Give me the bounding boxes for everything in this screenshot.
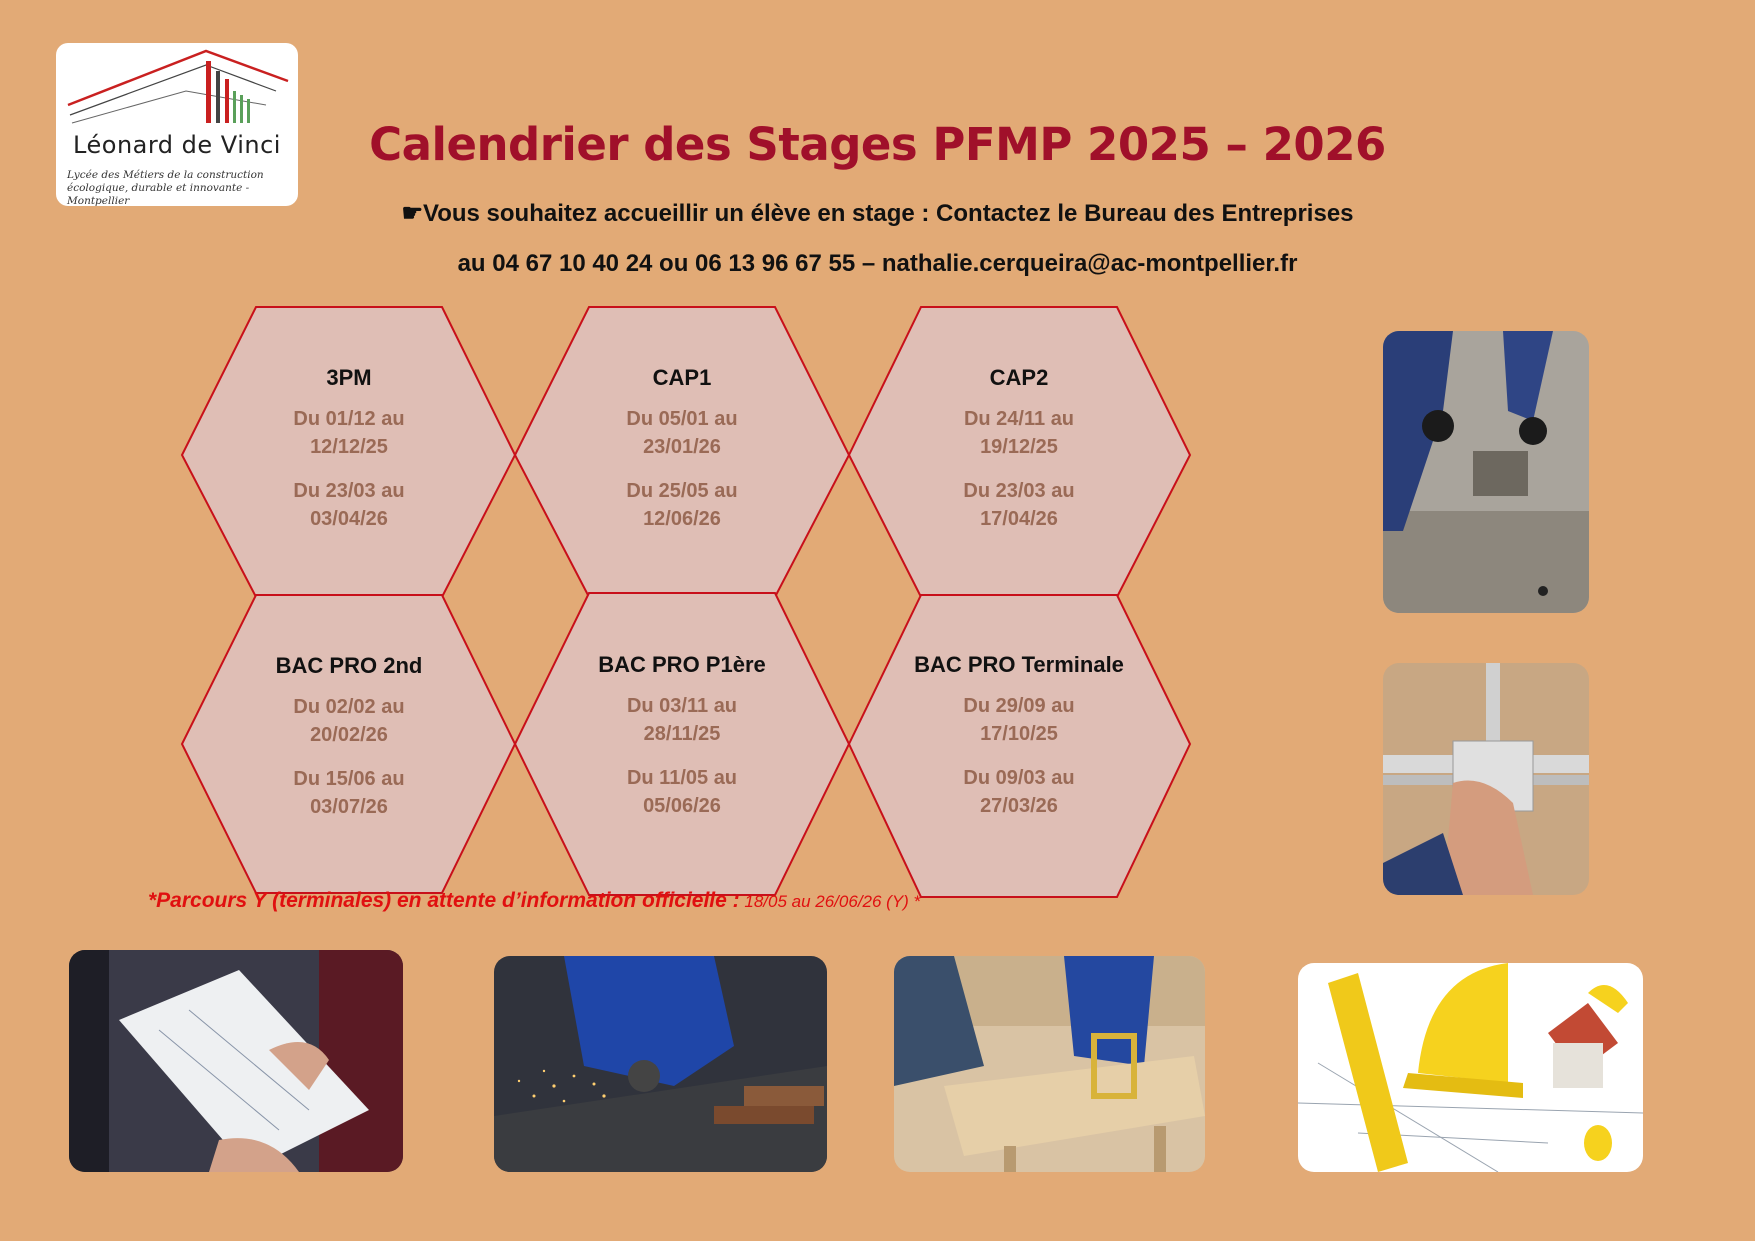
metal-grinding-photo — [494, 956, 827, 1172]
period-start: Du 15/06 au — [293, 768, 405, 790]
period-end: 03/07/26 — [310, 796, 388, 818]
period-start: Du 29/09 au — [963, 695, 1075, 717]
period-end: 03/04/26 — [310, 508, 388, 530]
stage-period-2 — [869, 764, 1169, 820]
stage-period-1 — [199, 693, 499, 749]
logo-name: Léonard de Vinci — [73, 131, 281, 159]
stage-period-1 — [532, 405, 832, 461]
concrete-drilling-photo — [1383, 331, 1589, 613]
construction-tools-illustration — [1298, 963, 1643, 1172]
stage-card-bac-pro-2nd — [199, 653, 499, 837]
period-end: 20/02/26 — [310, 724, 388, 746]
stage-period-2 — [199, 477, 499, 533]
period-end: 27/03/26 — [980, 795, 1058, 817]
period-start: Du 11/05 au — [626, 767, 738, 789]
period-start: Du 01/12 au — [293, 408, 405, 430]
period-end: 19/12/25 — [980, 436, 1058, 458]
footnote-text: *Parcours Y (terminales) en attente d’information officielle : — [148, 889, 740, 912]
stage-card-cap2 — [869, 365, 1169, 549]
contact-line-2: au 04 67 10 40 24 ou 06 13 96 67 55 – nathalie.cerqueira@ac-montpellier.fr — [457, 250, 1298, 277]
contact-line-1-text: Vous souhaitez accueillir un élève en stage : Contactez le Bureau des Entreprises — [422, 200, 1354, 227]
stage-card-bac-pro-1ere — [532, 652, 832, 836]
period-start: Du 02/02 au — [293, 696, 405, 718]
period-end: 12/06/26 — [643, 508, 721, 530]
stage-level: BAC PRO 2nd — [275, 653, 423, 678]
period-end: 17/04/26 — [980, 508, 1058, 530]
stage-period-1 — [869, 405, 1169, 461]
stage-card-cap1 — [532, 365, 832, 549]
logo-tagline-line-2: écologique, durable et innovante - Montpellier — [67, 182, 250, 207]
stage-period-2 — [532, 764, 832, 820]
pointing-hand-icon: ☛ — [401, 200, 423, 227]
stage-period-1 — [199, 405, 499, 461]
stage-level: CAP1 — [652, 365, 712, 390]
logo-tagline-line-1: Lycée des Métiers de la construction — [67, 169, 264, 181]
stage-level: 3PM — [326, 365, 372, 390]
period-start: Du 05/01 au — [626, 408, 738, 430]
stage-period-1 — [532, 692, 832, 748]
period-end: 05/06/26 — [643, 795, 721, 817]
stage-card-bac-pro-terminale — [869, 652, 1169, 836]
stage-card-3pm — [199, 365, 499, 549]
period-end: 12/12/25 — [310, 436, 388, 458]
stage-period-2 — [869, 477, 1169, 533]
stage-period-1 — [869, 692, 1169, 748]
woodworking-photo — [894, 956, 1205, 1172]
period-start: Du 25/05 au — [626, 480, 738, 502]
footnote — [148, 889, 920, 913]
period-end: 23/01/26 — [643, 436, 721, 458]
period-start: Du 23/03 au — [293, 480, 405, 502]
stage-level: BAC PRO Terminale — [914, 652, 1124, 677]
stage-period-2 — [532, 477, 832, 533]
electrical-wiring-photo — [1383, 663, 1589, 895]
period-end: 28/11/25 — [643, 723, 721, 745]
stage-period-2 — [199, 765, 499, 821]
stage-level: CAP2 — [989, 365, 1049, 390]
period-start: Du 03/11 au — [626, 695, 738, 717]
footnote-dates: 18/05 au 26/06/26 (Y) * — [739, 892, 921, 911]
page-title-text: Calendrier des Stages PFMP 2025 – 2026 — [369, 118, 1386, 171]
period-start: Du 24/11 au — [963, 408, 1075, 430]
period-end: 17/10/25 — [980, 723, 1058, 745]
period-start: Du 23/03 au — [963, 480, 1075, 502]
blueprint-reading-photo — [69, 950, 403, 1172]
stage-level: BAC PRO P1ère — [598, 652, 766, 677]
period-start: Du 09/03 au — [963, 767, 1075, 789]
